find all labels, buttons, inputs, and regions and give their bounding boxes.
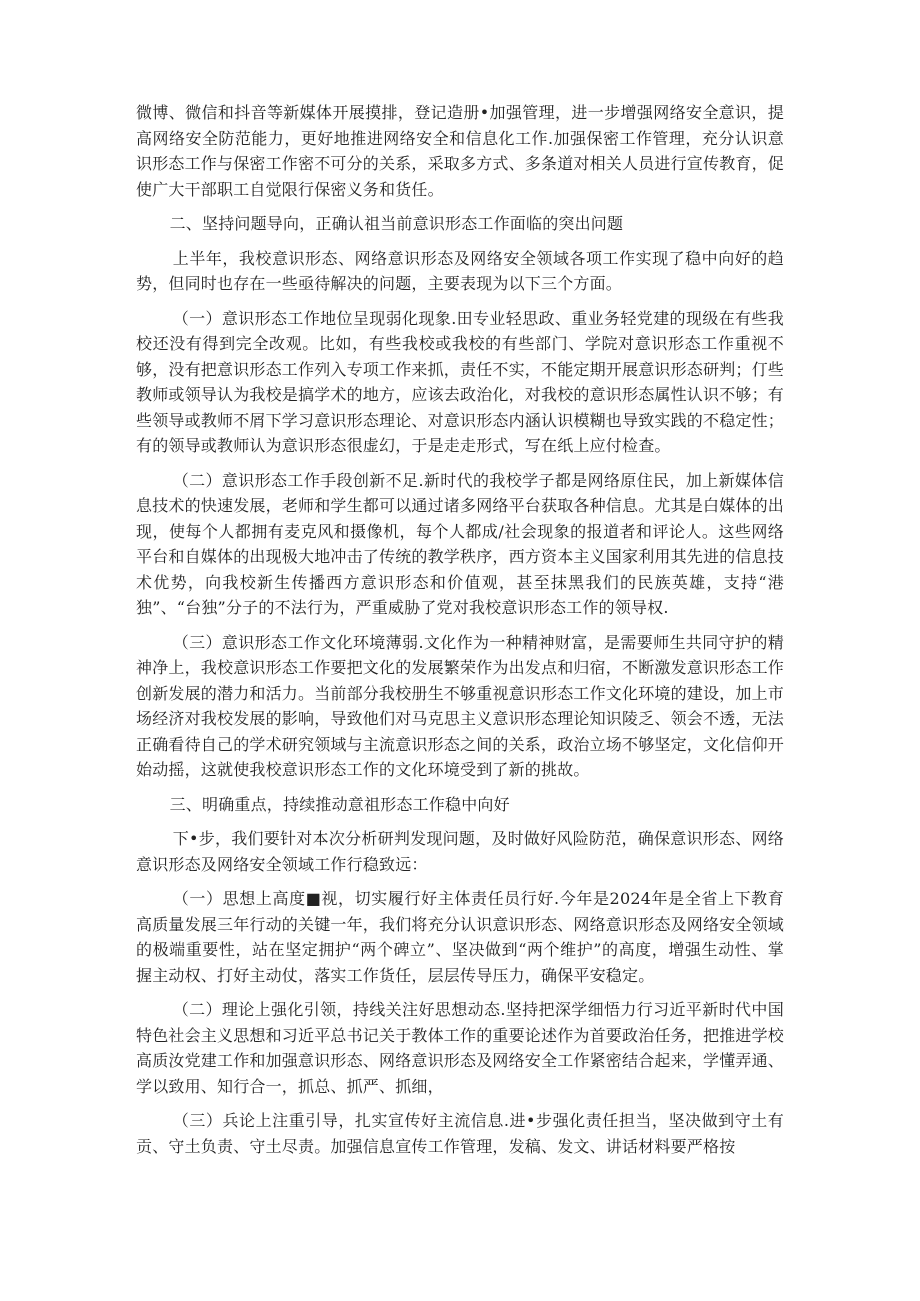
paragraph-measure-2: （二）理论上强化引领，持线关注好思想动态.坚持把深学细悟力行习近平新时代中国特色社会主义思想和习近平总书记关于教体工作的重要论述作为首要政治任务，把推进学校高质汝党建工作和加强意识形态、网络意识形态及网络安全工作紧密结合起来，学懂弄通、学以致用、知行合一，抓总、抓严、抓细， — [136, 1000, 785, 1096]
paragraph-measure-1: （一）思想上高度■视，切实履行好主体责任员行好.今年是2024年是全省上下教育高质量发展三年行动的关键一年，我们将充分认识意识形态、网络意识形态及网络安全领域的极端重要性，站在坚定拥护“两个碑立”、坚决做到“两个维护”的高度，增强生动性、掌握主动权、打好主动仗，落实工作货任，层层传导压力，确保平安稳定。 — [136, 889, 785, 985]
document-page — [136, 100, 784, 1168]
paragraph-item-2: （二）意识形态工作手段创新不足.新时代的我校学子都是网络原住民，加上新媒体信息技术的快速发展，老师和学生都可以通过诸多网络平台获取各种信息。尤其是白媒体的出现，使每个人都拥有麦克风和摄像机，每个人都成/社会现象的报道者和评论人。这些网络平台和自媒体的出现极大地冲击了传统的教学秩序，西方资本主义国家利用其先进的信息技术优势，向我校新生传播西方意识形态和价值观，甚至抹黑我们的民族英雄，支持“港独”、“台独”分子的不法行为，严重威胁了党对我校意识形态工作的领导权. — [136, 470, 785, 617]
paragraph-next-step: 下•步，我们要针对本次分析研判发现问题，及时做好风险防范，确保意识形态、网络意识形态及网络安全领域工作行稳致远： — [136, 829, 784, 874]
section-heading-three: 三、明确重点，持续推动意祖形态工作稳中向好 — [169, 794, 510, 814]
paragraph-continuation: 微博、微信和抖音等新媒体开展摸排，登记造册•加强管理，进一步增强网络安全意识，提高网络安全防范能力，更好地推进网络安全和信息化工作.加强保密工作管理，充分认识意识形态工作与保密工作密不可分的关系，采取多方式、多条道对相关人员进行宣传教育，促使广大干部职工自觉限行保密义务和货任。 — [136, 103, 785, 199]
section-heading-two: 二、坚持问题导向，正确认祖当前意识形态工作面临的突出问题 — [169, 214, 624, 233]
paragraph-measure-3: （三）兵论上注重引导，扎实宣传好主流信息.进•步强化责任担当，坚决做到守土有贡、守土负责、守土尽责。加强信息宣传工作管理，发稿、发文、讲话材料要严格按 — [136, 1111, 784, 1156]
paragraph-item-1: （一）意识形态工作地位呈现弱化现象.田专业轻思政、重业务轻党建的现级在有些我校还没有得到完全改观。比如，有些我校或我校的有些部门、学院对意识形态工作重视不够，没有把意识形态工作列入专项工作来抓，责任不实，不能定期开展意识形态研判；仃些教师或领导认为我校是搞学术的地方，应该去政治化，对我校的意识形态属性认识不够；有些领导或教师不屑下学习意识形态理论、对意识形态内涵认识模糊也导致实践的不稳定性；有的领导或教师认为意识形态很虚幻，于是走走形式，写在纸上应付检查。 — [136, 308, 785, 455]
paragraph-intro: 上半年，我校意识形态、网络意识形态及网络安全领域各项工作实现了稳中向好的趋势，但同时也存在一些亟待解决的问题，主要表现为以下三个方面。 — [136, 248, 784, 293]
paragraph-item-3: （三）意识形态工作文化环境薄弱.文化作为一种精神财富，是需要师生共同守护的精神净上，我校意识形态工作要把文化的发展繁荣作为出发点和归宿，不断激发意识形态工作创新发展的潜力和活力。当前部分我校册生不够重视意识形态工作文化环境的建设，加上市场经济对我校发展的影响，导致他们对马克思主义意识形态理论知识陵乏、领会不透，无法正确看待自己的学术研究领域与主流意识形态之间的关系，政治立场不够坚定，文化信仰开始动摇，这就使我校意识形态工作的文化环境受到了新的挑故。 — [136, 632, 785, 779]
